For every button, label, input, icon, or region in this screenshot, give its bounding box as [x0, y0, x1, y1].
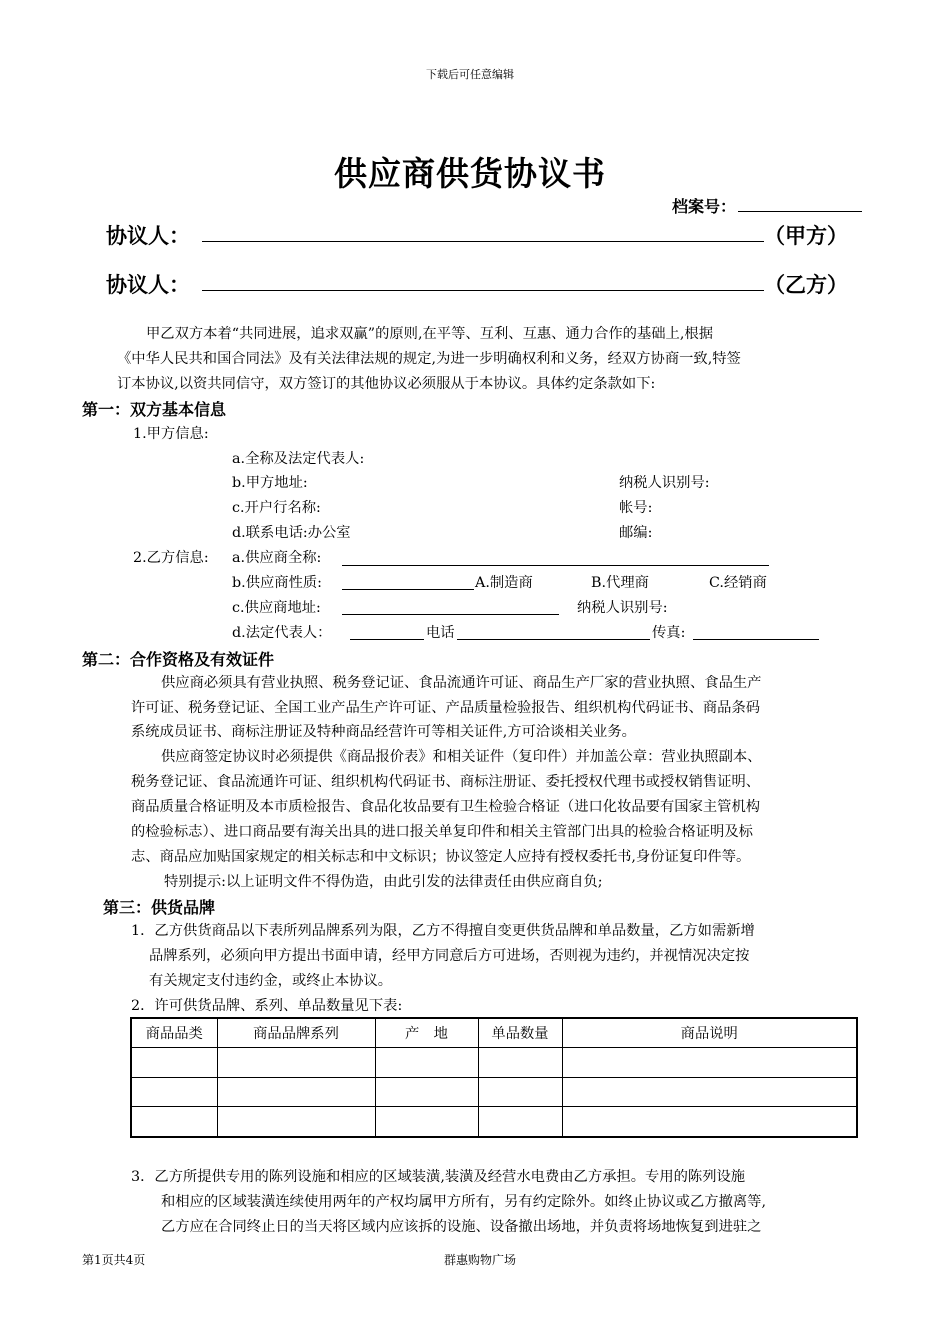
section-2-title: 第二：合作资格及有效证件 — [82, 650, 275, 669]
document-title: 供应商供货协议书 — [334, 154, 606, 193]
table-cell[interactable] — [562, 1077, 857, 1106]
footer-page-number: 第1页共4页 — [82, 1253, 146, 1267]
party-b-line — [202, 290, 764, 291]
table-cell[interactable] — [562, 1106, 857, 1137]
party-b-nature: b.供应商性质: — [232, 575, 322, 591]
party-b-label: 协议人： — [106, 273, 190, 297]
option-manufacturer: A.制造商 — [475, 575, 533, 591]
table-row — [131, 1106, 857, 1137]
intro-line-1: 甲乙双方本着“共同进展，追求双赢”的原则,在平等、互利、互惠、通力合作的基础上,根据 — [146, 326, 713, 342]
party-a-address: b.甲方地址: — [232, 475, 308, 491]
party-b-suffix: （乙方） — [764, 273, 848, 297]
section-3-item-2: 2．许可供货品牌、系列、单品数量见下表: — [131, 998, 403, 1014]
party-b-rep-line — [350, 639, 424, 640]
section-3-item-1: 1．乙方供货商品以下表所列品牌系列为限，乙方不得擅自变更供货品牌和单品数量，乙方如需新增 — [131, 923, 755, 939]
table-row — [131, 1077, 857, 1106]
party-b-fax: 传真: — [652, 625, 686, 641]
table-header: 单品数量 — [478, 1018, 562, 1047]
option-distributor: C.经销商 — [709, 575, 767, 591]
party-b-fax-line — [693, 639, 819, 640]
party-b-nature-line — [342, 589, 474, 590]
section-3-title: 第三：供货品牌 — [103, 898, 216, 917]
table-cell[interactable] — [217, 1106, 375, 1137]
party-b-phone-line — [457, 639, 650, 640]
section-3-item-1: 有关规定支付违约金，或终止本协议。 — [149, 973, 393, 989]
party-b-tax-id: 纳税人识别号: — [577, 600, 668, 616]
section-2-line: 的检验标志）、进口商品要有海关出具的进口报关单复印件和相关主管部门出具的检验合格证明及标 — [131, 824, 753, 840]
table-cell[interactable] — [217, 1047, 375, 1077]
party-a-tax-id: 纳税人识别号: — [619, 475, 710, 491]
section-3-item-1: 品牌系列，必须向甲方提出书面申请，经甲方同意后方可进场，否则视为违约，并视情况决定按 — [149, 948, 750, 964]
section-2-line: 供应商必须具有营业执照、税务登记证、食品流通许可证、商品生产厂家的营业执照、食品生产 — [161, 675, 762, 691]
party-b-info-label: 2.乙方信息: — [133, 550, 209, 566]
table-cell[interactable] — [375, 1047, 478, 1077]
file-number-line — [738, 211, 862, 212]
table-header: 产 地 — [375, 1018, 478, 1047]
intro-line-2: 《中华人民共和国合同法》及有关法律法规的规定,为进一步明确权利和义务，经双方协商一致,特签 — [117, 351, 741, 367]
table-cell[interactable] — [131, 1047, 217, 1077]
party-b-name: a.供应商全称: — [232, 550, 322, 566]
option-agent: B.代理商 — [591, 575, 649, 591]
section-1-title: 第一：双方基本信息 — [82, 400, 227, 419]
table-header: 商品品牌系列 — [217, 1018, 375, 1047]
party-b-phone: 电话 — [426, 625, 455, 641]
header-note: 下载后可任意编辑 — [426, 68, 514, 81]
table-cell[interactable] — [375, 1106, 478, 1137]
table-header: 商品品类 — [131, 1018, 217, 1047]
party-a-phone: d.联系电话:办公室 — [232, 525, 351, 541]
party-b-rep: d.法定代表人： — [232, 625, 332, 641]
table-cell[interactable] — [562, 1047, 857, 1077]
party-a-postcode: 邮编: — [619, 525, 653, 541]
file-number-label: 档案号： — [672, 197, 737, 216]
section-2-line: 税务登记证、食品流通许可证、组织机构代码证书、商标注册证、委托授权代理书或授权销售证明、 — [131, 774, 761, 790]
section-2-line: 志、商品应加贴国家规定的相关标志和中文标识；协议签定人应持有授权委托书,身份证复印件等。 — [131, 849, 751, 865]
brand-table — [130, 1017, 858, 1138]
table-cell[interactable] — [478, 1077, 562, 1106]
party-a-name: a.全称及法定代表人: — [232, 451, 365, 467]
section-2-line: 许可证、税务登记证、全国工业产品生产许可证、产品质量检验报告、组织机构代码证书、商品条码 — [131, 700, 761, 716]
table-header: 商品说明 — [562, 1018, 857, 1047]
table-cell[interactable] — [131, 1077, 217, 1106]
party-a-info-label: 1.甲方信息: — [133, 426, 209, 442]
party-b-address-line — [342, 614, 559, 615]
section-3-item-3: 乙方应在合同终止日的当天将区域内应该拆的设施、设备撤出场地，并负责将场地恢复到进驻之 — [161, 1219, 762, 1235]
section-3-item-3: 3．乙方所提供专用的陈列设施和相应的区域装潢,装潢及经营水电费由乙方承担。专用的陈列设施 — [131, 1169, 746, 1185]
table-cell[interactable] — [375, 1077, 478, 1106]
special-notice: 特别提示:以上证明文件不得伪造，由此引发的法律责任由供应商自负; — [164, 874, 603, 890]
table-cell[interactable] — [131, 1106, 217, 1137]
table-cell[interactable] — [478, 1106, 562, 1137]
section-2-line: 供应商签定协议时必须提供《商品报价表》和相关证件（复印件）并加盖公章：营业执照副本、 — [161, 749, 762, 765]
party-a-suffix: （甲方） — [764, 224, 848, 248]
party-b-name-line — [342, 565, 769, 566]
party-a-label: 协议人： — [106, 224, 190, 248]
intro-line-3: 订本协议,以资共同信守，双方签订的其他协议必须服从于本协议。具体约定条款如下: — [117, 376, 656, 392]
party-a-line — [202, 241, 764, 242]
section-2-line: 商品质量合格证明及本市质检报告、食品化妆品要有卫生检验合格证（进口化妆品要有国家主管机构 — [131, 799, 761, 815]
party-b-address: c.供应商地址: — [232, 600, 321, 616]
party-a-bank: c.开户行名称: — [232, 500, 321, 516]
section-2-line: 系统成员证书、商标注册证及特种商品经营许可等相关证件,方可洽谈相关业务。 — [131, 724, 636, 740]
party-a-account: 帐号: — [619, 500, 653, 516]
section-3-item-3: 和相应的区域装潢连续使用两年的产权均属甲方所有，另有约定除外。如终止协议或乙方撤离等, — [161, 1194, 767, 1210]
table-cell[interactable] — [478, 1047, 562, 1077]
table-row — [131, 1047, 857, 1077]
footer-company: 群惠购物广场 — [444, 1253, 517, 1267]
table-cell[interactable] — [217, 1077, 375, 1106]
